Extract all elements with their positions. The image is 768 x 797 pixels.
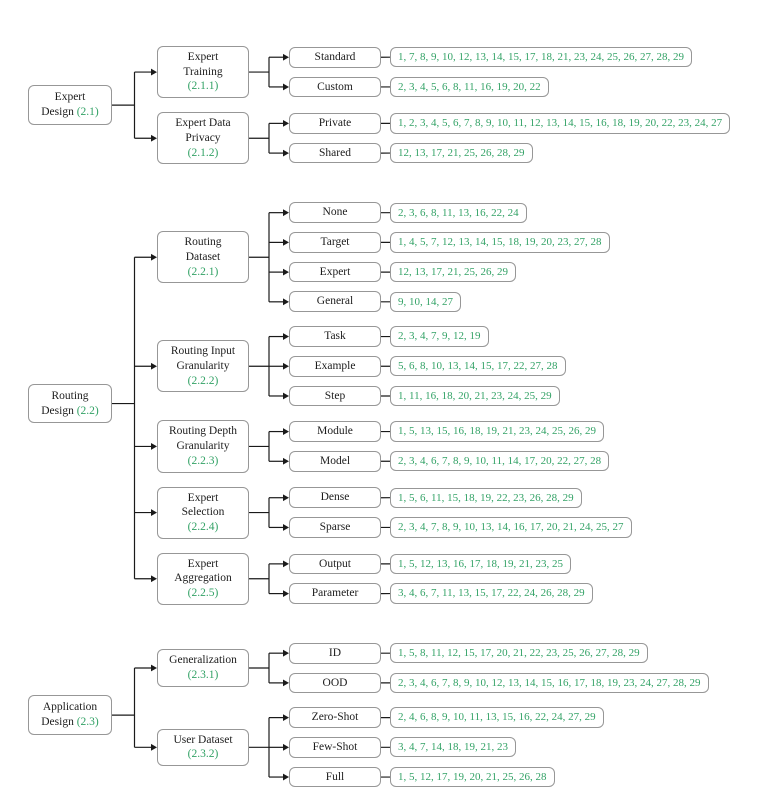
category-label: Expert Data	[175, 117, 231, 130]
leaf-row	[289, 262, 610, 283]
paper-numbers: 5, 6, 8, 10, 13, 14, 15, 17, 22, 27, 28	[398, 360, 558, 373]
leaf-row	[289, 767, 604, 788]
papers-list	[390, 517, 632, 537]
leaf-row	[289, 386, 566, 407]
root-label-line	[31, 715, 109, 730]
papers-list	[390, 77, 549, 97]
leaf-row	[289, 554, 593, 575]
leaves-column	[289, 643, 709, 693]
paper-numbers: 1, 5, 8, 11, 12, 15, 17, 20, 21, 22, 23, 25, 26, 27, 28, 29	[398, 647, 640, 660]
category-label: Generalization	[169, 654, 237, 667]
paper-numbers: 3, 4, 6, 7, 11, 13, 15, 17, 22, 24, 26, 28, 29	[398, 587, 585, 600]
leaves-column	[289, 202, 610, 312]
leaf-row	[289, 707, 604, 728]
leaf-row	[289, 673, 709, 694]
category-label-line	[160, 344, 246, 359]
paper-numbers: 2, 3, 4, 7, 8, 9, 10, 13, 14, 16, 17, 20, 21, 24, 25, 27	[398, 521, 624, 534]
leaf-label: Shared	[319, 146, 351, 159]
leaf-label: Sparse	[319, 521, 351, 534]
papers-list	[390, 292, 461, 312]
leaf-row	[289, 143, 730, 164]
papers-list	[390, 583, 593, 603]
leaf-row	[289, 356, 566, 377]
paper-numbers: 1, 4, 5, 7, 12, 13, 14, 15, 18, 19, 20, 23, 27, 28	[398, 236, 602, 249]
papers-list	[390, 673, 709, 693]
category-label-line	[160, 439, 246, 454]
subsection-ref: (2.2.1)	[187, 265, 219, 278]
paper-numbers: 2, 3, 4, 5, 6, 8, 11, 16, 19, 20, 22	[398, 80, 541, 93]
category-label: Expert	[187, 557, 219, 570]
root-label: Application	[42, 701, 98, 714]
tree-branch	[157, 707, 709, 787]
category-label-line	[160, 424, 246, 439]
category-label: Granularity	[176, 440, 230, 453]
category-label: Selection	[181, 506, 225, 519]
subsection-ref: (2.1.1)	[187, 80, 219, 93]
leaf-label: Dense	[320, 491, 350, 504]
leaf-label: Expert	[319, 265, 351, 278]
paper-numbers: 2, 3, 4, 6, 7, 8, 9, 10, 12, 13, 14, 15, 16, 17, 18, 19, 23, 24, 27, 28, 29	[398, 676, 701, 689]
section-ref: (2.1)	[76, 106, 99, 119]
subsection-ref: (2.2.5)	[187, 587, 219, 600]
papers-list	[390, 113, 730, 133]
leaf-label: Standard	[314, 50, 356, 63]
leaves-column	[289, 421, 609, 471]
root-label-line	[31, 105, 109, 120]
papers-list	[390, 356, 566, 376]
category-label: Routing Depth	[168, 425, 238, 438]
leaf-label: OOD	[322, 676, 348, 689]
papers-list	[390, 232, 610, 252]
leaf-node	[289, 326, 381, 347]
leaf-node	[289, 202, 381, 223]
leaf-node	[289, 554, 381, 575]
leaf-node	[289, 77, 381, 98]
leaf-node	[289, 643, 381, 664]
leaves-column	[289, 554, 593, 604]
paper-numbers: 1, 11, 16, 18, 20, 21, 23, 24, 25, 29	[398, 389, 552, 402]
category-label-line	[160, 653, 246, 668]
category-node	[157, 553, 249, 605]
papers-list	[390, 554, 571, 574]
root-label-line	[31, 90, 109, 105]
root-label: Expert	[54, 91, 86, 104]
leaf-node	[289, 421, 381, 442]
leaf-node	[289, 47, 381, 68]
tree-branch	[157, 553, 632, 605]
papers-list	[390, 203, 527, 223]
leaf-node	[289, 291, 381, 312]
category-label-line	[160, 733, 246, 748]
leaf-row	[289, 232, 610, 253]
subsection-ref: (2.2.3)	[187, 454, 219, 467]
category-label: Expert	[187, 51, 219, 63]
leaf-label: Model	[319, 454, 351, 467]
leaf-row	[289, 326, 566, 347]
leaf-node	[289, 356, 381, 377]
leaf-node	[289, 487, 381, 508]
paper-numbers: 9, 10, 14, 27	[398, 295, 453, 308]
leaf-label: Module	[317, 425, 353, 438]
category-node	[157, 46, 249, 98]
category-label: Routing	[184, 236, 222, 249]
root-node	[28, 85, 112, 124]
leaf-node	[289, 262, 381, 283]
category-label-line	[160, 131, 246, 146]
subsection-ref: (2.2.2)	[187, 374, 219, 387]
leaves-column	[289, 707, 604, 787]
category-label: Expert	[187, 491, 219, 504]
tree-section	[28, 46, 768, 164]
root-label: Routing	[51, 389, 89, 402]
leaf-row	[289, 487, 632, 508]
tree-branch	[157, 487, 632, 539]
root-node	[28, 695, 112, 734]
branches-column	[157, 46, 730, 164]
category-label: Granularity	[176, 359, 230, 372]
leaf-label: Target	[320, 236, 350, 249]
category-node	[157, 649, 249, 686]
category-node	[157, 340, 249, 392]
leaf-label: Example	[314, 359, 356, 372]
papers-list	[390, 737, 516, 757]
paper-numbers: 1, 7, 8, 9, 10, 12, 13, 14, 15, 17, 18, 21, 23, 24, 25, 26, 27, 28, 29	[398, 51, 684, 64]
paper-numbers: 1, 5, 6, 11, 15, 18, 19, 22, 23, 26, 28, 29	[398, 491, 574, 504]
category-node	[157, 231, 249, 283]
root-label: Design	[41, 106, 74, 119]
category-label: Dataset	[185, 250, 221, 263]
tree-branch	[157, 202, 632, 312]
tree-branch	[157, 112, 730, 164]
leaf-label: Private	[318, 117, 352, 130]
leaf-node	[289, 386, 381, 407]
papers-list	[390, 47, 692, 67]
leaf-label: Full	[325, 770, 345, 783]
root-label-line	[31, 404, 109, 419]
category-label: Aggregation	[174, 572, 232, 585]
leaf-row	[289, 451, 609, 472]
category-node	[157, 112, 249, 164]
category-label-line	[160, 235, 246, 250]
leaf-row	[289, 421, 609, 442]
leaf-node	[289, 583, 381, 604]
branches-column	[157, 202, 632, 605]
category-label-line	[160, 250, 246, 265]
leaf-label: None	[322, 206, 348, 219]
papers-list	[390, 707, 604, 727]
leaves-column	[289, 487, 632, 537]
root-label: Design	[41, 404, 74, 417]
leaf-label: General	[316, 295, 354, 308]
tree-section	[28, 643, 768, 788]
leaf-node	[289, 767, 381, 788]
subsection-ref: (2.3.2)	[187, 748, 219, 761]
subsection-ref: (2.1.2)	[187, 146, 219, 159]
tree-branch	[157, 46, 730, 98]
branches-column	[157, 643, 709, 788]
root-label-line	[31, 700, 109, 715]
leaf-row	[289, 583, 593, 604]
papers-list	[390, 643, 648, 663]
tree-branch	[157, 326, 632, 406]
papers-list	[390, 326, 489, 346]
root-label: Design	[41, 716, 74, 729]
leaf-node	[289, 232, 381, 253]
leaf-row	[289, 77, 692, 98]
leaf-node	[289, 143, 381, 164]
category-label-line	[160, 116, 246, 131]
leaves-column	[289, 326, 566, 406]
leaf-row	[289, 737, 604, 758]
leaf-node	[289, 737, 381, 758]
leaf-node	[289, 451, 381, 472]
category-label-line	[160, 557, 246, 572]
category-label-line	[160, 491, 246, 506]
paper-numbers: 1, 2, 3, 4, 5, 6, 7, 8, 9, 10, 11, 12, 13, 14, 15, 16, 18, 19, 20, 22, 23, 24, 27	[398, 117, 723, 130]
leaf-label: Output	[319, 557, 351, 570]
category-label-line	[160, 505, 246, 520]
category-node	[157, 729, 249, 766]
category-label: User Dataset	[173, 733, 233, 746]
paper-numbers: 2, 4, 6, 8, 9, 10, 11, 13, 15, 16, 22, 24, 27, 29	[398, 711, 596, 724]
leaf-row	[289, 47, 692, 68]
paper-numbers: 1, 5, 12, 17, 19, 20, 21, 25, 26, 28	[398, 770, 547, 783]
leaf-row	[289, 113, 730, 134]
subsection-ref: (2.2.4)	[187, 520, 219, 533]
leaf-row	[289, 643, 709, 664]
paper-numbers: 2, 3, 4, 6, 7, 8, 9, 10, 11, 14, 17, 20, 22, 27, 28	[398, 455, 602, 468]
category-label-line	[160, 571, 246, 586]
paper-numbers: 3, 4, 7, 14, 18, 19, 21, 23	[398, 741, 508, 754]
paper-numbers: 1, 5, 12, 13, 16, 17, 18, 19, 21, 23, 25	[398, 557, 563, 570]
tree-branch	[157, 420, 632, 472]
leaf-label: Zero-Shot	[311, 711, 359, 724]
papers-list	[390, 451, 609, 471]
papers-list	[390, 421, 604, 441]
category-label: Training	[183, 65, 223, 78]
leaf-label: Few-Shot	[312, 740, 358, 753]
category-label: Privacy	[185, 131, 221, 144]
category-node	[157, 420, 249, 472]
paper-numbers: 1, 5, 13, 15, 16, 18, 19, 21, 23, 24, 25, 26, 29	[398, 425, 596, 438]
category-label-line	[160, 65, 246, 80]
papers-list	[390, 767, 555, 787]
root-node	[28, 384, 112, 423]
paper-numbers: 12, 13, 17, 21, 25, 26, 28, 29	[398, 146, 525, 159]
root-label-line	[31, 389, 109, 404]
leaf-node	[289, 707, 381, 728]
category-node	[157, 487, 249, 539]
leaf-node	[289, 673, 381, 694]
leaves-column	[289, 47, 692, 97]
tree-branch	[157, 643, 709, 693]
leaves-column	[289, 113, 730, 163]
section-ref: (2.3)	[76, 716, 99, 729]
category-label-line	[160, 359, 246, 374]
papers-list	[390, 143, 533, 163]
papers-list	[390, 262, 516, 282]
leaf-label: Step	[324, 389, 346, 402]
subsection-ref: (2.3.1)	[187, 669, 219, 682]
paper-numbers: 12, 13, 17, 21, 25, 26, 29	[398, 265, 508, 278]
leaf-row	[289, 291, 610, 312]
papers-list	[390, 488, 582, 508]
leaf-node	[289, 113, 381, 134]
category-label-line	[160, 50, 246, 65]
section-ref: (2.2)	[76, 404, 99, 417]
leaf-node	[289, 517, 381, 538]
leaf-label: Custom	[317, 80, 353, 93]
paper-numbers: 2, 3, 6, 8, 11, 13, 16, 22, 24	[398, 206, 519, 219]
tree-section	[28, 202, 768, 605]
category-label: Routing Input	[170, 345, 236, 358]
leaf-row	[289, 202, 610, 223]
papers-list	[390, 386, 560, 406]
paper-numbers: 2, 3, 4, 7, 9, 12, 19	[398, 330, 481, 343]
leaf-row	[289, 517, 632, 538]
leaf-label: ID	[328, 646, 342, 659]
leaf-label: Parameter	[311, 587, 359, 600]
leaf-label: Task	[324, 330, 346, 343]
